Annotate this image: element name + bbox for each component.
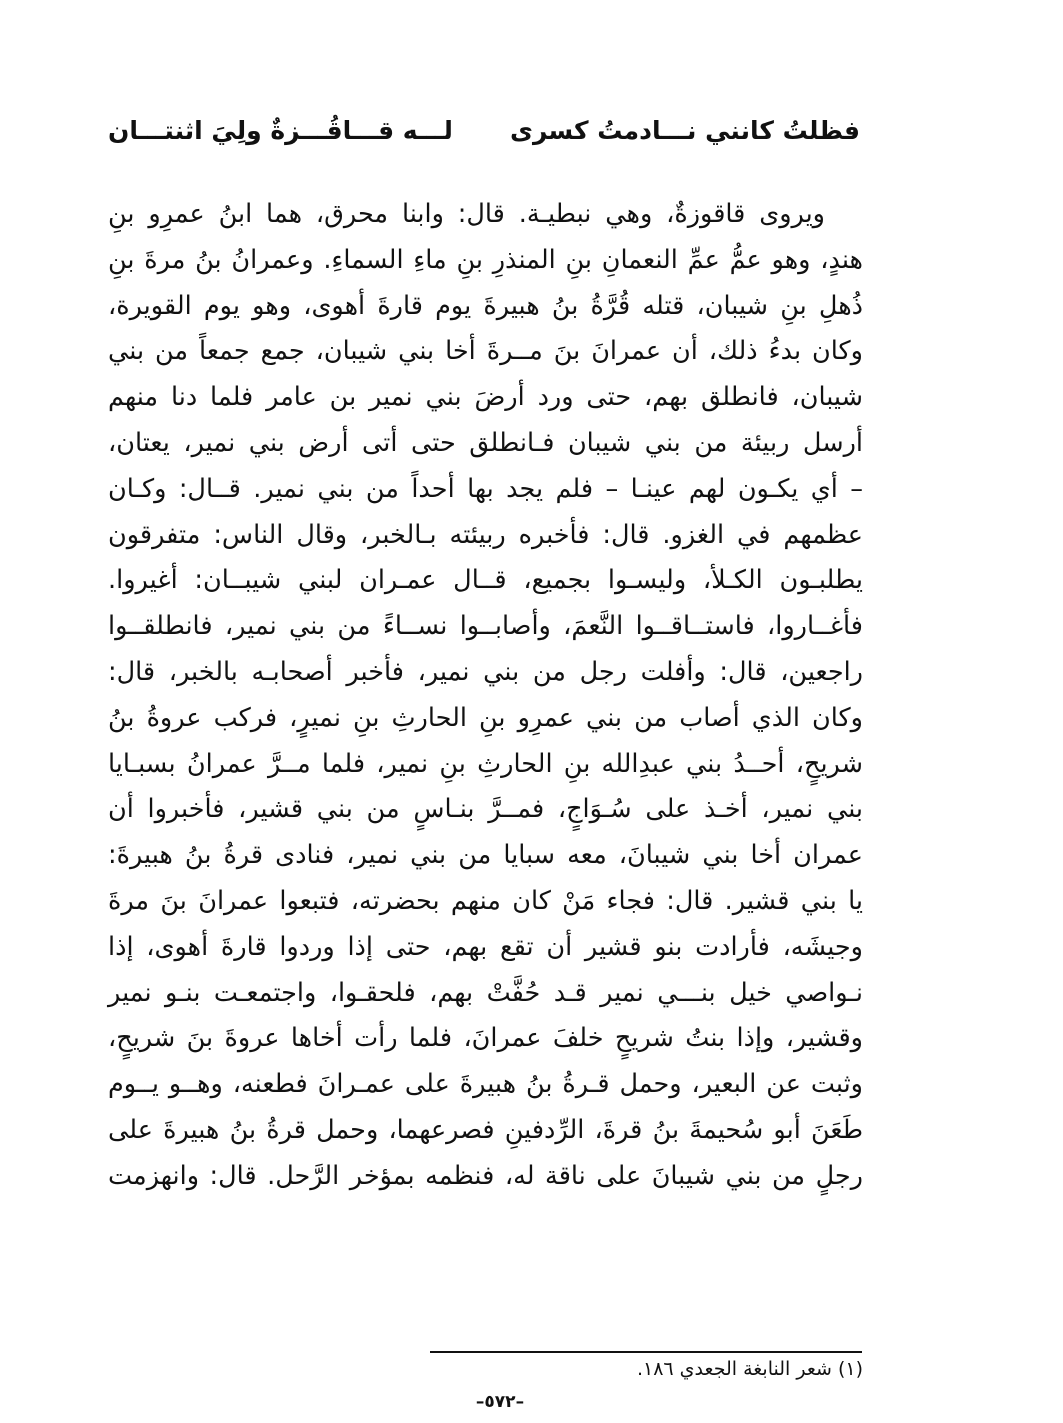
poem-verse: [108, 108, 860, 152]
body-line: بني نمير، أخـذ على سُـوَاجٍ، فمــرَّ بنـاسٍ من بني قشير، فأخبروا أن: [108, 794, 863, 825]
body-line: وقشير، وإذا بنتُ شريحٍ خلفَ عمرانَ، فلما رأت أخاها عروةَ بنَ شريحٍ،: [108, 1023, 863, 1054]
body-line: فأغــاروا، فاستــاقــوا النَّعمَ، وأصابــوا نســاءً من بني نمير، فانطلقــوا: [108, 611, 863, 642]
body-line: عمران أخا بني شيبانَ، معه سبايا من بني نمير، فنادى قرةُ بنُ هبيرةَ:: [108, 840, 863, 871]
body-line: هندٍ، وهو عمُّ عمِّ النعمانِ بنِ المنذرِ بنِ ماءِ السماءِ. وعمرانُ بنُ مرةَ بنِ: [108, 244, 863, 275]
body-line: ذُهلِ بنِ شيبان، قتله قُرَّةُ بنُ هبيرةَ يوم قارةَ أهوى، وهو يوم القويرة،: [108, 290, 863, 321]
body-line: شريحٍ، أحــدُ بني عبدِالله بنِ الحارثِ بنِ نمير، فلما مــرَّ عمرانُ بسبـايا: [108, 748, 863, 779]
body-line: طَعَنَ أبو سُحيمةَ بنُ قرةَ، الرِّدفينِ فصرعهما، وحمل قرةُ بنُ هبيرةَ على: [108, 1114, 863, 1145]
body-line: يطلبـون الكـلأ، وليسـوا بجميع، قــال عمـران لبني شيبــان: أغيروا.: [108, 565, 863, 596]
body-line: أرسل ربيئة من بني شيبان فـانطلق حتى أتى أرض بني نمير، يعتان،: [108, 427, 863, 458]
body-line: وكان بدءُ ذلك، أن عمرانَ بنَ مــرةَ أخا بني شيبان، جمع جمعاً من بني: [108, 336, 863, 367]
footnote: (١) شعر النابغة الجعدي ١٨٦.: [636, 1358, 863, 1380]
body-line: عظمهم في الغزو. قال: فأخبره ربيئته بـالخبر، وقال الناس: متفرقون: [108, 519, 863, 550]
body-line: نـواصي خيل بنـــي نمير قـد حُفَّتْ بهم، فلحقـوا، واجتمعـت بنـو نمير: [108, 977, 863, 1008]
footnote-divider: [430, 1351, 862, 1353]
body-line: يا بني قشير. قال: فجاء مَنْ كان منهم بحضرته، فتبعوا عمرانَ بنَ مرةَ: [108, 885, 863, 916]
body-line: وجيشَه، فأرادت بنو قشير أن تقع بهم، حتى إذا وردوا قارةَ أهوى، إذا: [108, 931, 863, 962]
body-line: رجلٍ من بني شيبانَ على ناقة له، فنظمه بمؤخر الرَّحل. قال: وانهزمت: [108, 1160, 863, 1191]
body-line: ويروى قاقوزةٌ، وهي نبطيـة. قال: وابنا محرق، هما ابنُ عمرِو بنِ: [108, 199, 825, 229]
body-line: وثبت عن البعير، وحمل قـرةُ بنُ هبيرةَ على عمـرانَ فطعنه، وهــو يــوم: [108, 1069, 863, 1100]
body-line: وكان الذي أصاب من بني عمرِو بنِ الحارثِ بنِ نميرٍ، فركب عروةُ بنُ: [108, 702, 863, 733]
body-text: [108, 192, 863, 1200]
body-line: راجعين، قال: وأفلت رجل من بني نمير، فأخبر أصحابـه بالخبر، قال:: [108, 656, 863, 687]
page-number: –٥٧٢–: [475, 1392, 525, 1412]
body-line: شيبان، فانطلق بهم، حتى ورد أرضَ بني نمير بن عامر فلما دنا منهم: [108, 382, 863, 413]
verse-left-hemistich: لـــه قـــاقُـــزةٌ ولِيَ اثنتـــان: [108, 115, 453, 145]
body-line: – أي يكـون لهم عينـا – فلم يجد بها أحداً من بني نمير. قــال: وكـان: [108, 473, 863, 504]
verse-right-hemistich: فظلتُ كانني نـــادمتُ كسرى: [510, 115, 860, 145]
